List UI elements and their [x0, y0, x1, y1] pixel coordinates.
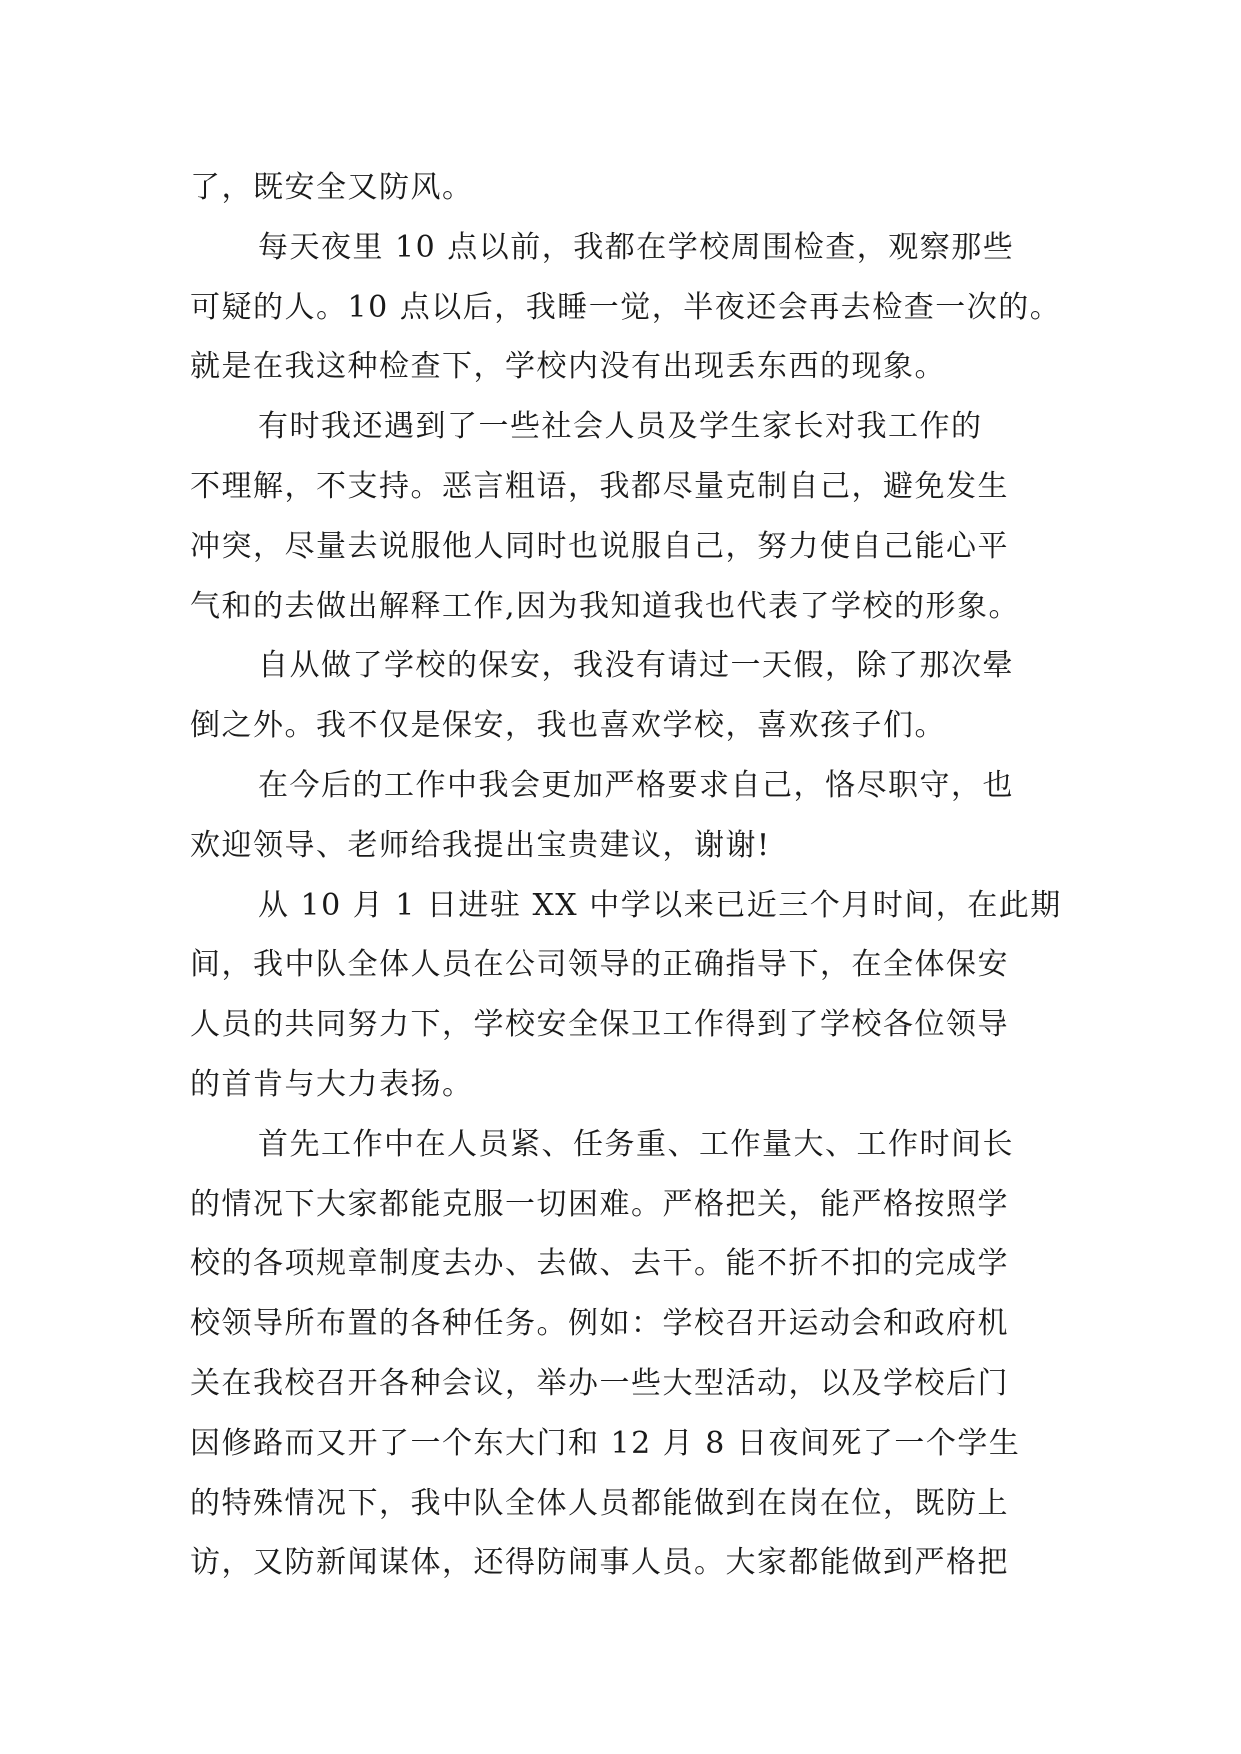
text-line: 校领导所布置的各种任务。例如：学校召开运动会和政府机 — [190, 1306, 1009, 1342]
text-line: 从 10 月 1 日进驻 XX 中学以来已近三个月时间，在此期 — [258, 887, 1062, 923]
text-line: 每天夜里 10 点以前，我都在学校周围检查，观察那些 — [258, 229, 1015, 265]
text-line: 校的各项规章制度去办、去做、去干。能不折不扣的完成学 — [190, 1246, 1009, 1282]
text-line: 首先工作中在人员紧、任务重、工作量大、工作时间长 — [258, 1126, 1014, 1162]
body-text — [190, 158, 1090, 1593]
text-line: 冲突，尽量去说服他人同时也说服自己，努力使自己能心平 — [190, 528, 1009, 564]
text-line: 在今后的工作中我会更加严格要求自己，恪尽职守，也 — [258, 767, 1014, 803]
text-line: 可疑的人。10 点以后，我睡一觉，半夜还会再去检查一次的。 — [190, 289, 1062, 325]
text-line: 自从做了学校的保安，我没有请过一天假，除了那次晕 — [258, 648, 1014, 684]
text-line: 关在我校召开各种会议，举办一些大型活动，以及学校后门 — [190, 1365, 1009, 1401]
text-line: 人员的共同努力下，学校安全保卫工作得到了学校各位领导 — [190, 1007, 1009, 1043]
text-line: 不理解，不支持。恶言粗语，我都尽量克制自己，避免发生 — [190, 468, 1009, 504]
text-line: 倒之外。我不仅是保安，我也喜欢学校，喜欢孩子们。 — [190, 708, 946, 744]
text-line: 因修路而又开了一个东大门和 12 月 8 日夜间死了一个学生 — [190, 1425, 1021, 1461]
text-line: 了，既安全又防风。 — [190, 170, 474, 205]
text-line: 就是在我这种检查下，学校内没有出现丢东西的现象。 — [190, 349, 946, 385]
text-line: 的情况下大家都能克服一切困难。严格把关，能严格按照学 — [190, 1186, 1009, 1222]
text-line: 气和的去做出解释工作,因为我知道我也代表了学校的形象。 — [190, 588, 1021, 624]
text-line: 的首肯与大力表扬。 — [190, 1066, 474, 1102]
text-line: 的特殊情况下，我中队全体人员都能做到在岗在位，既防上 — [190, 1485, 1009, 1521]
text-line: 有时我还遇到了一些社会人员及学生家长对我工作的 — [258, 409, 983, 445]
text-line: 访，又防新闻谋体，还得防闹事人员。大家都能做到严格把 — [190, 1545, 1009, 1581]
text-line: 间，我中队全体人员在公司领导的正确指导下，在全体保安 — [190, 947, 1009, 983]
text-line: 欢迎领导、老师给我提出宝贵建议，谢谢! — [190, 827, 771, 863]
